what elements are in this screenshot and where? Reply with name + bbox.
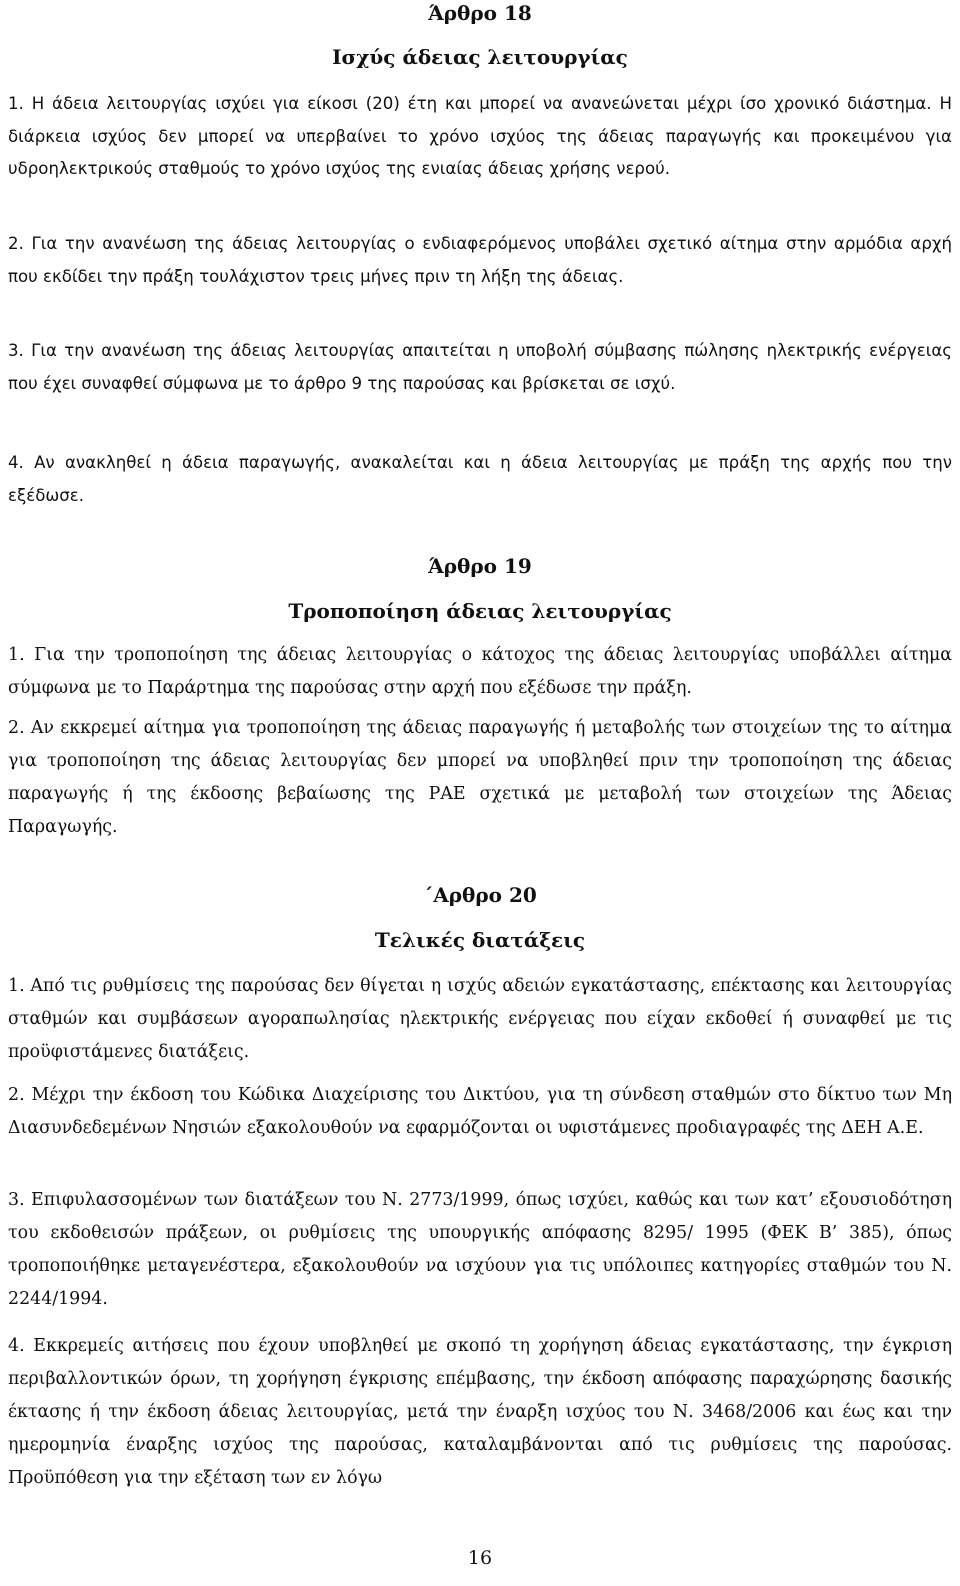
article-18-heading: Άρθρο 18 (428, 1, 532, 25)
article-20-paragraph-1: 1. Από τις ρυθμίσεις της παρούσας δεν θίγεται η ισχύς αδειών εγκατάστασης, επέκτασης και λειτουργίας σταθμών και συμβάσεων αγοραπωλησίας ηλεκτρικής ενέργειας που είχαν εκδοθεί ή συναφθεί με τις προϋφιστάμενες διατάξεις. (8, 976, 952, 1062)
article-18-paragraph-2: 2. Για την ανανέωση της άδειας λειτουργίας ο ενδιαφερόμενος υποβάλει σχετικό αίτημα στην αρμόδια αρχή που εκδίδει την πράξη τουλάχιστον τρεις μήνες πριν τη λήξη της άδειας. (8, 234, 952, 286)
page-number: 16 (467, 1547, 493, 1569)
article-20-paragraph-4: 4. Εκκρεμείς αιτήσεις που έχουν υποβληθεί με σκοπό τη χορήγηση άδειας εγκατάστασης, την έγκριση περιβαλλοντικών όρων, τη χορήγηση έγκρισης επέμβασης, την έκδοση απόφασης παραχώρησης δασικής έκτασης ή την έκδοση άδειας λειτουργίας, μετά την έναρξη ισχύος του Ν. 3468/2006 και έως και την ημερομηνία έναρξης ισχύος της παρούσας, καταλαμβάνονται από τις ρυθμίσεις της παρούσας. Προϋπόθεση για την εξέταση των εν λόγω (8, 1336, 952, 1488)
article-19-heading: Άρθρο 19 (428, 554, 532, 578)
article-18-paragraph-3: 3. Για την ανανέωση της άδειας λειτουργίας απαιτείται η υποβολή σύμβασης πώλησης ηλεκτρικής ενέργειας που έχει συναφθεί σύμφωνα με το άρθρο 9 της παρούσας και βρίσκεται σε ισχύ. (8, 341, 952, 393)
article-18-paragraph-4: 4. Αν ανακληθεί η άδεια παραγωγής, ανακαλείται και η άδεια λειτουργίας με πράξη της αρχής που την εξέδωσε. (8, 453, 952, 505)
article-20-paragraph-2: 2. Μέχρι την έκδοση του Κώδικα Διαχείρισης του Δικτύου, για τη σύνδεση σταθμών στο δίκτυο των Μη Διασυνδεδεμένων Νησιών εξακολουθούν να εφαρμόζονται οι υφιστάμενες προδιαγραφές της ΔΕΗ Α.Ε. (8, 1085, 952, 1138)
article-18-title: Ισχύς άδειας λειτουργίας (332, 45, 628, 69)
article-20-paragraph-3: 3. Επιφυλασσομένων των διατάξεων του Ν. 2773/1999, όπως ισχύει, καθώς και των κατ’ εξουσιοδότηση του εκδοθεισών πράξεων, οι ρυθμίσεις της υπουργικής απόφασης 8295/ 1995 (ΦΕΚ Β’ 385), όπως τροποποιήθηκε μεταγενέστερα, εξακολουθούν να ισχύουν για τις υπόλοιπες κατηγορίες σταθμών του Ν. 2244/1994. (8, 1190, 952, 1309)
article-19-title: Τροποποίηση άδειας λειτουργίας (288, 599, 672, 623)
article-19-paragraph-2: 2. Αν εκκρεμεί αίτημα για τροποποίηση της άδειας παραγωγής ή μεταβολής των στοιχείων της το αίτημα για τροποποίηση της άδειας λειτουργίας δεν μπορεί να υποβληθεί πριν την τροποποίηση της άδειας παραγωγής ή της έκδοσης βεβαίωσης της ΡΑΕ σχετικά με μεταβολή των στοιχείων της Άδειας Παραγωγής. (8, 718, 952, 837)
article-19-paragraph-1: 1. Για την τροποποίηση της άδειας λειτουργίας ο κάτοχος της άδειας λειτουργίας υποβάλλει αίτημα σύμφωνα με το Παράρτημα της παρούσας στην αρχή που εξέδωσε την πράξη. (8, 645, 952, 698)
article-20-heading: ΄Αρθρο 20 (423, 883, 537, 907)
article-18-paragraph-1: 1. Η άδεια λειτουργίας ισχύει για είκοσι (20) έτη και μπορεί να ανανεώνεται μέχρι ίσο χρονικό διάστημα. Η διάρκεια ισχύος δεν μπορεί να υπερβαίνει το χρόνο ισχύος της άδειας παραγωγής και προκειμένου για υδροηλεκτρικούς σταθμούς το χρόνο ισχύος της ενιαίας άδειας χρήσης νερού. (8, 94, 952, 178)
article-20-title: Τελικές διατάξεις (374, 928, 586, 952)
